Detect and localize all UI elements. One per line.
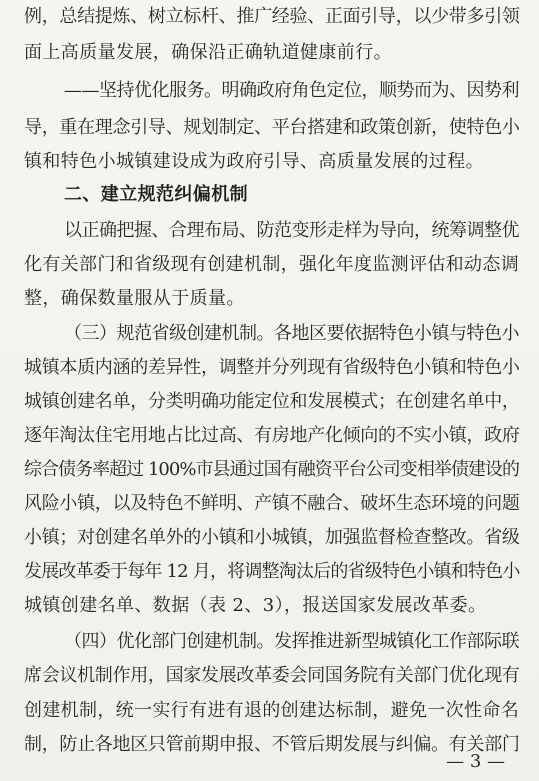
text-line-3: ——坚持优化服务。明确政府角色定位，顺势而为、因势利	[64, 80, 519, 101]
text-line-9: 整，确保数量服从于质量。	[24, 288, 245, 309]
text-line-11: 城镇本质内涵的差异性，调整并分列现有省级特色小镇和特色小	[24, 357, 520, 378]
text-line-5: 镇和特色小城镇建设成为政府引导、高质量发展的过程。	[24, 151, 484, 172]
text-line-13: 逐年淘汰住宅用地占比过高、有房地产化倾向的不实小镇，政府	[24, 425, 520, 446]
page-number: — 3 —	[446, 751, 505, 772]
text-line-21: 创建机制，统一实行有进有退的创建达标制，避免一次性命名	[24, 700, 519, 721]
text-line-15: 风险小镇，以及特色不鲜明、产镇不融合、破坏生态环境的问题	[24, 493, 520, 514]
text-line-7: 以正确把握、合理布局、防范变形走样为导向，统筹调整优	[64, 220, 519, 241]
text-line-22: 制，防止各地区只管前期申报、不管后期发展与纠偏。有关部门	[24, 734, 520, 755]
text-line-16: 小镇；对创建名单外的小镇和小城镇，加强监督检查整改。省级	[24, 527, 520, 548]
text-line-2: 面上高质量发展，确保沿正确轨道健康前行。	[24, 42, 392, 63]
text-line-10: （三）规范省级创建机制。各地区要依据特色小镇与特色小	[64, 323, 519, 344]
text-line-1: 例，总结提炼、树立标杆、推广经验、正面引导，以少带多引领	[24, 6, 520, 27]
text-line-19: （四）优化部门创建机制。发挥推进新型城镇化工作部际联	[64, 631, 519, 652]
text-line-17: 发展改革委于每年 12 月，将调整淘汰后的省级特色小镇和特色小	[24, 561, 520, 582]
text-line-4: 导，重在理念引导、规划制定、平台搭建和政策创新，使特色小	[24, 117, 520, 138]
text-line-20: 席会议机制作用，国家发展改革委会同国务院有关部门优化现有	[24, 665, 520, 686]
text-line-18: 城镇创建名单、数据（表 2、3），报送国家发展改革委。	[24, 595, 487, 616]
section-heading: 二、建立规范纠偏机制	[64, 184, 248, 205]
text-line-8: 化有关部门和省级现有创建机制，强化年度监测评估和动态调	[24, 254, 519, 275]
text-line-12: 城镇创建名单，分类明确功能定位和发展模式；在创建名单中，	[24, 391, 520, 412]
text-line-14: 综合债务率超过 100%市县通过国有融资平台公司变相举债建设的	[24, 459, 519, 480]
